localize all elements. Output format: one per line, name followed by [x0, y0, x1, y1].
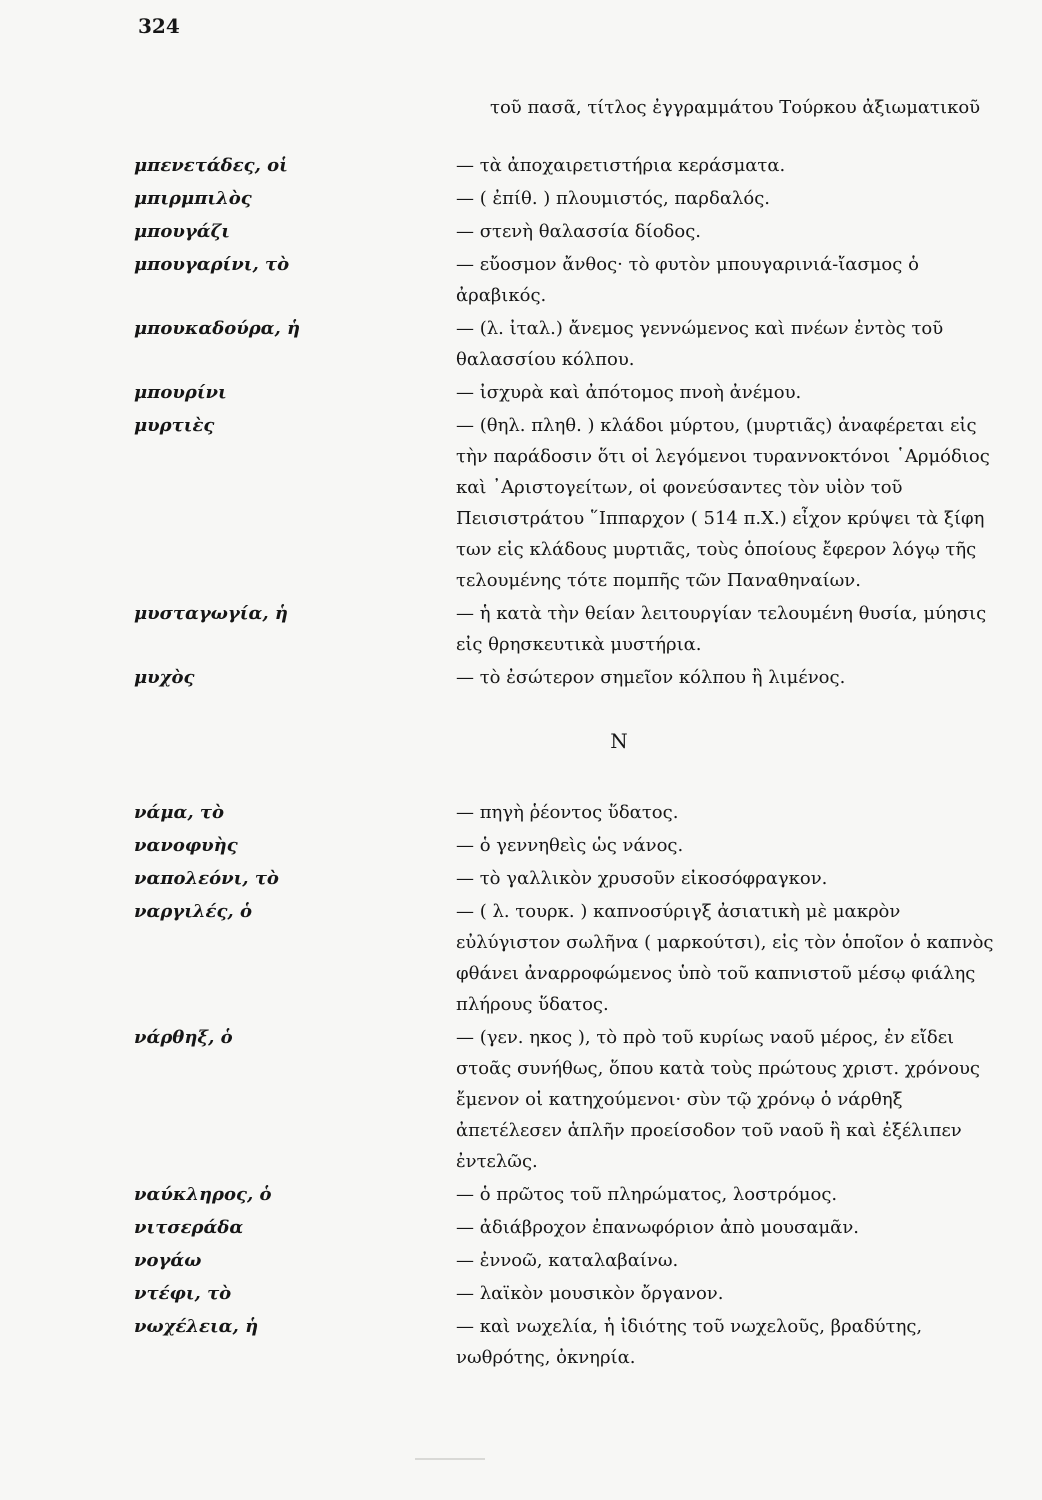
- entry-headword: ναργιλές, ὁ: [134, 901, 252, 922]
- dictionary-entry: [134, 598, 1014, 660]
- entry-definition: — ἀδιάβροχον ἐπανωφόριον ἀπὸ μουσαμᾶν.: [456, 1217, 859, 1238]
- section-letter: Ν: [610, 729, 628, 753]
- scan-smudge: [415, 1458, 485, 1460]
- entry-definition: — εὔοσμον ἄνθος· τὸ φυτὸν μπουγαρινιά-ἴασμος ὁ ἀραβικός.: [456, 254, 919, 306]
- entry-headword: νανοφυὴς: [134, 835, 238, 856]
- entry-definition: — ὁ πρῶτος τοῦ πληρώματος, λοστρόμος.: [456, 1184, 838, 1205]
- dictionary-entry: [134, 1245, 1014, 1276]
- entry-headword: νωχέλεια, ἡ: [134, 1316, 259, 1337]
- dictionary-entry: [134, 1311, 1014, 1373]
- entry-headword: νάρθηξ, ὁ: [134, 1027, 233, 1048]
- entry-definition: — λαϊκὸν μουσικὸν ὄργανον.: [456, 1283, 724, 1304]
- entry-headword: μπουκαδούρα, ἡ: [134, 318, 301, 339]
- entry-headword: μπιρμπιλὸς: [134, 188, 252, 209]
- entry-headword: ντέφι, τὸ: [134, 1283, 232, 1304]
- dictionary-entry: [134, 863, 1014, 894]
- entry-definition: — ἐννοῶ, καταλαβαίνω.: [456, 1250, 679, 1271]
- entry-headword: μυσταγωγία, ἡ: [134, 603, 288, 624]
- dictionary-entry: [134, 830, 1014, 861]
- entry-headword: νιτσεράδα: [134, 1217, 244, 1238]
- entry-definition: — (λ. ἰταλ.) ἄνεμος γεννώμενος καὶ πνέων ἐντὸς τοῦ θαλασσίου κόλπου.: [456, 318, 944, 370]
- dictionary-entry: [134, 1179, 1014, 1210]
- entry-headword: ναύκληρος, ὁ: [134, 1184, 272, 1205]
- entry-headword: μυχὸς: [134, 667, 195, 688]
- entry-definition: — (θηλ. πληθ. ) κλάδοι μύρτου, (μυρτιᾶς) ἀναφέρεται εἰς τὴν παράδοσιν ὅτι οἱ λεγόμενοι τυραννοκτόνοι ῾Αρμόδιος καὶ ᾿Αριστογείτων, οἱ φονεύσαντες τὸν υἱὸν τοῦ Πεισιστράτου ῞Ιππαρχον ( 514 π.Χ.) εἶχον κρύψει τὰ ξίφη των εἰς κλάδους μυρτιᾶς, τοὺς ὁποίους ἔφερον λόγῳ τῆς τελουμένης τότε πομπῆς τῶν Παναθηναίων.: [456, 415, 990, 591]
- dictionary-entry: [134, 249, 1014, 311]
- dictionary-entry: [134, 1212, 1014, 1243]
- page-number: 324: [138, 14, 180, 38]
- entry-definition: — ἡ κατὰ τὴν θείαν λειτουργίαν τελουμένη θυσία, μύησις εἰς θρησκευτικὰ μυστήρια.: [456, 603, 987, 655]
- entry-definition: — τὸ ἐσώτερον σημεῖον κόλπου ἢ λιμένος.: [456, 667, 846, 688]
- entry-headword: μυρτιὲς: [134, 415, 215, 436]
- m-section: [134, 150, 1014, 693]
- dictionary-entry: [134, 1022, 1014, 1177]
- entry-headword: μπουγάζι: [134, 221, 230, 242]
- dictionary-entry: [134, 797, 1014, 828]
- entry-definition: — πηγὴ ῥέοντος ὕδατος.: [456, 802, 679, 823]
- dictionary-entry: [134, 410, 1014, 596]
- dictionary-entry: [134, 662, 1014, 693]
- entry-definition: — καὶ νωχελία, ἡ ἰδιότης τοῦ νωχελοῦς, βραδύτης, νωθρότης, ὀκνηρία.: [456, 1316, 923, 1368]
- dictionary-entry: [134, 1278, 1014, 1309]
- entry-definition: — ἰσχυρὰ καὶ ἀπότομος πνοὴ ἀνέμου.: [456, 382, 802, 403]
- entry-definition: — ( ἐπίθ. ) πλουμιστός, παρδαλός.: [456, 188, 771, 209]
- entry-headword: μπουγαρίνι, τὸ: [134, 254, 290, 275]
- dictionary-entries: [134, 150, 1014, 1375]
- entry-definition: — στενὴ θαλασσία δίοδος.: [456, 221, 702, 242]
- n-section: [134, 797, 1014, 1373]
- entry-definition: — ( λ. τουρκ. ) καπνοσύριγξ ἀσιατικὴ μὲ μακρὸν εὐλύγιστον σωλῆνα ( μαρκούτσι), εἰς τὸν ὁποῖον ὁ καπνὸς φθάνει ἀναρροφώμενος ὑπὸ τοῦ καπνιστοῦ μέσῳ φιάλης πλήρους ὕδατος.: [456, 901, 994, 1015]
- dictionary-entry: [134, 896, 1014, 1020]
- entry-definition: — (γεν. ηκος ), τὸ πρὸ τοῦ κυρίως ναοῦ μέρος, ἐν εἴδει στοᾶς συνήθως, ὅπου κατὰ τοὺς πρώτους χριστ. χρόνους ἔμενον οἱ κατηχούμενοι· σὺν τῷ χρόνῳ ὁ νάρθηξ ἀπετέλεσεν ἁπλῆν προείσοδον τοῦ ναοῦ ἢ καὶ ἐξέλιπεν ἐντελῶς.: [456, 1027, 980, 1172]
- entry-definition: — ὁ γεννηθεὶς ὡς νάνος.: [456, 835, 684, 856]
- entry-headword: νογάω: [134, 1250, 202, 1271]
- entry-headword: νάμα, τὸ: [134, 802, 225, 823]
- entry-headword: μπενετάδες, οἱ: [134, 155, 288, 176]
- continuation-text: τοῦ πασᾶ, τίτλος ἐγγραμμάτου Τούρκου ἀξιωματικοῦ: [490, 97, 981, 118]
- entry-definition: — τὰ ἀποχαιρετιστήρια κεράσματα.: [456, 155, 786, 176]
- dictionary-entry: [134, 377, 1014, 408]
- dictionary-entry: [134, 183, 1014, 214]
- dictionary-entry: [134, 313, 1014, 375]
- entry-headword: μπουρίνι: [134, 382, 227, 403]
- entry-definition: — τὸ γαλλικὸν χρυσοῦν εἰκοσόφραγκον.: [456, 868, 828, 889]
- dictionary-entry: [134, 150, 1014, 181]
- dictionary-entry: [134, 216, 1014, 247]
- entry-headword: ναπολεόνι, τὸ: [134, 868, 279, 889]
